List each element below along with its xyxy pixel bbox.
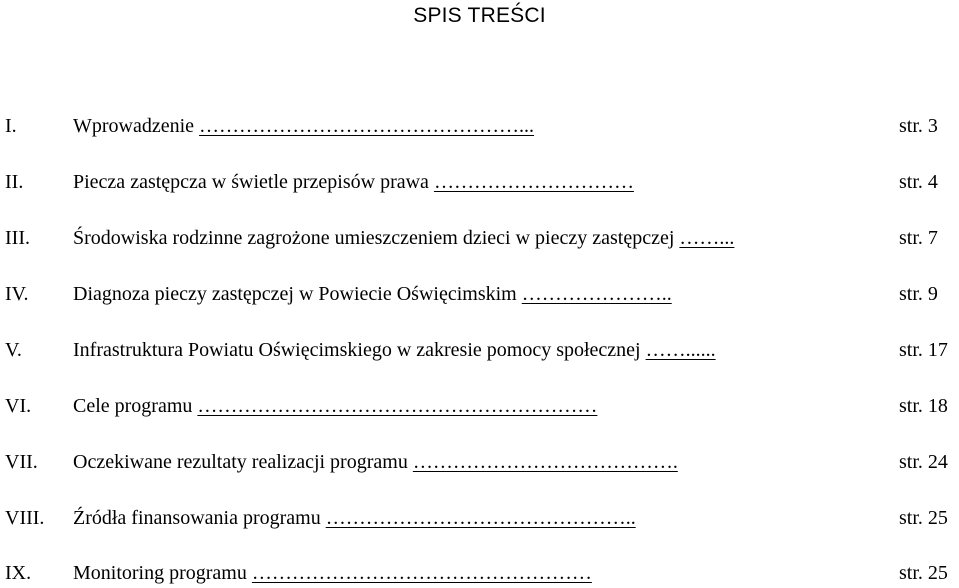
toc-entry-page: str. 18: [899, 395, 948, 417]
toc-entry-leader: …………………………: [433, 171, 634, 193]
toc-entry-number: VII.: [5, 451, 38, 473]
toc-entry-page: str. 3: [899, 115, 938, 137]
toc-entry: [0, 558, 959, 588]
toc-entry-number: II.: [5, 171, 24, 193]
toc-entry-title: Wprowadzenie: [73, 115, 200, 137]
toc-entry-page: str. 25: [899, 562, 948, 584]
toc-entry-number: V.: [5, 339, 22, 361]
toc-entry-leader: ……...: [679, 227, 735, 249]
toc-entry-title: Cele programu: [73, 395, 198, 417]
toc-entry-page: str. 9: [899, 283, 938, 305]
toc-entry-title: Piecza zastępcza w świetle przepisów prawa: [73, 171, 434, 193]
toc-entry-page: str. 7: [899, 227, 938, 249]
toc-entry-page: str. 24: [899, 451, 948, 473]
toc-entry-page: str. 4: [899, 171, 938, 193]
toc-entry-leader: ………………………………….: [412, 451, 678, 473]
toc-entry-title: Diagnoza pieczy zastępczej w Powiecie Oświęcimskim: [73, 283, 522, 305]
toc-entry-leader: …………………..: [521, 283, 672, 305]
toc-entry-page: str. 17: [899, 339, 948, 361]
toc-entry: [0, 447, 959, 477]
toc-entry: [0, 503, 959, 533]
toc-entry: [0, 111, 959, 141]
toc-entry-page: str. 25: [899, 507, 948, 529]
toc-entry-leader: ……………………………………………………: [197, 395, 598, 417]
toc-entry-number: IX.: [5, 562, 32, 584]
toc-entry: [0, 167, 959, 197]
toc-entry-number: I.: [5, 115, 17, 137]
toc-entry-number: III.: [5, 227, 30, 249]
toc-entry-leader: ……......: [645, 339, 716, 361]
page-title: SPIS TREŚCI: [413, 4, 546, 27]
toc-entry-leader: ……………………………………………: [251, 562, 592, 584]
toc-entry: [0, 223, 959, 253]
toc-entry-number: VI.: [5, 395, 32, 417]
toc-entry: [0, 279, 959, 309]
toc-entry-title: Infrastruktura Powiatu Oświęcimskiego w zakresie pomocy społecznej: [73, 339, 646, 361]
toc-entry-title: Źródła finansowania programu: [73, 507, 326, 529]
toc-entry-title: Środowiska rodzinne zagrożone umieszczeniem dzieci w pieczy zastępczej: [73, 227, 680, 249]
toc-entry-leader: ………………………………………..: [325, 507, 636, 529]
toc-entry: [0, 391, 959, 421]
toc-entry-leader: …………………………………………...: [199, 115, 535, 137]
toc-entry-title: Oczekiwane rezultaty realizacji programu: [73, 451, 413, 473]
toc-entry: [0, 335, 959, 365]
toc-entry-title: Monitoring programu: [73, 562, 252, 584]
toc-entry-number: VIII.: [5, 507, 45, 529]
toc-entry-number: IV.: [5, 283, 29, 305]
